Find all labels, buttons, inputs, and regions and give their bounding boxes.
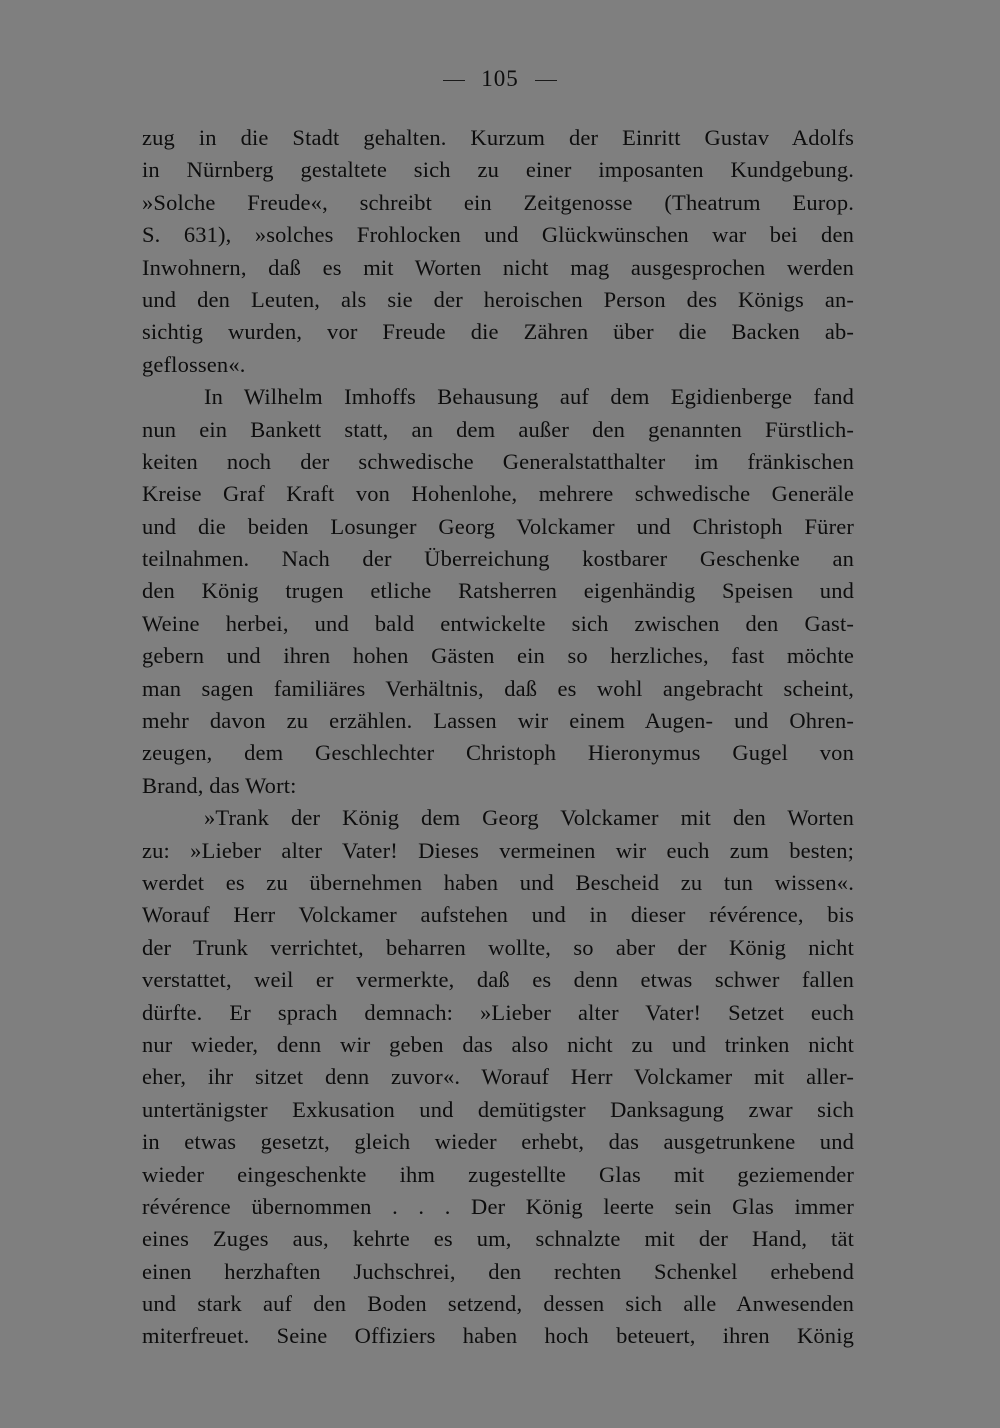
page-number-value: 105 <box>481 66 519 91</box>
text-line: in etwas gesetzt, gleich wieder erhebt, das ausgetrunkene und <box>142 1129 854 1155</box>
text-line: und den Leuten, als sie der heroischen Person des Königs an- <box>142 286 854 312</box>
text-line: eher, ihr sitzet denn zuvor«. Worauf Herr Volckamer mit aller- <box>142 1064 854 1090</box>
text-line: einen herzhaften Juchschrei, den rechten Schenkel erhebend <box>142 1258 854 1284</box>
text-line: in Nürnberg gestaltete sich zu einer imposanten Kundgebung. <box>142 157 854 183</box>
text-line: eines Zuges aus, kehrte es um, schnalzte mit der Hand, tät <box>142 1226 854 1252</box>
text-line: den König trugen etliche Ratsherren eigenhändig Speisen und <box>142 578 854 604</box>
text-line: Weine herbei, und bald entwickelte sich zwischen den Gast- <box>142 610 854 636</box>
text-line: werdet es zu übernehmen haben und Bescheid zu tun wissen«. <box>142 869 854 895</box>
text-line: zu: »Lieber alter Vater! Dieses vermeinen wir euch zum besten; <box>142 837 854 863</box>
text-line: und die beiden Losunger Georg Volckamer und Christoph Fürer <box>142 513 854 539</box>
text-line: révérence übernommen . . . Der König leerte sein Glas immer <box>142 1193 854 1219</box>
text-line: dürfte. Er sprach demnach: »Lieber alter Vater! Setzet euch <box>142 999 854 1025</box>
page-number <box>0 66 1000 92</box>
text-line: »Trank der König dem Georg Volckamer mit den Worten <box>204 805 854 831</box>
text-line: Inwohnern, daß es mit Worten nicht mag ausgesprochen werden <box>142 254 854 280</box>
text-line: der Trunk verrichtet, beharren wollte, so aber der König nicht <box>142 934 854 960</box>
text-line: Kreise Graf Kraft von Hohenlohe, mehrere schwedische Generäle <box>142 481 854 507</box>
text-line: S. 631), »solches Frohlocken und Glückwünschen war bei den <box>142 222 854 248</box>
text-line: gebern und ihren hohen Gästen ein so herzliches, fast möchte <box>142 643 854 669</box>
text-line: In Wilhelm Imhoffs Behausung auf dem Egidienberge fand <box>204 384 854 410</box>
text-line: »Solche Freude«, schreibt ein Zeitgenosse (Theatrum Europ. <box>142 189 854 215</box>
text-line: sichtig wurden, vor Freude die Zähren über die Backen ab- <box>142 319 854 345</box>
text-line: teilnahmen. Nach der Überreichung kostbarer Geschenke an <box>142 546 854 572</box>
text-line: geflossen«. <box>142 351 246 377</box>
text-line: Worauf Herr Volckamer aufstehen und in dieser révérence, bis <box>142 902 854 928</box>
left-dash <box>443 80 465 81</box>
text-line: mehr davon zu erzählen. Lassen wir einem Augen- und Ohren- <box>142 708 854 734</box>
text-line: wieder eingeschenkte ihm zugestellte Glas mit geziemender <box>142 1161 854 1187</box>
text-line: nun ein Bankett statt, an dem außer den genannten Fürstlich- <box>142 416 854 442</box>
body-text <box>142 122 854 1353</box>
text-line: Brand, das Wort: <box>142 772 297 798</box>
text-line: untertänigster Exkusation und demütigster Danksagung zwar sich <box>142 1096 854 1122</box>
text-line: zeugen, dem Geschlechter Christoph Hieronymus Gugel von <box>142 740 854 766</box>
text-line: zug in die Stadt gehalten. Kurzum der Einritt Gustav Adolfs <box>142 125 854 150</box>
text-line: nur wieder, denn wir geben das also nicht zu und trinken nicht <box>142 1031 854 1057</box>
right-dash <box>535 80 557 81</box>
text-line: und stark auf den Boden setzend, dessen sich alle Anwesenden <box>142 1291 854 1317</box>
text-line: verstattet, weil er vermerkte, daß es denn etwas schwer fallen <box>142 967 854 993</box>
text-line: man sagen familiäres Verhältnis, daß es wohl angebracht scheint, <box>142 675 854 701</box>
text-line: keiten noch der schwedische Generalstatthalter im fränkischen <box>142 448 854 474</box>
text-line: miterfreuet. Seine Offiziers haben hoch beteuert, ihren König <box>142 1323 854 1349</box>
